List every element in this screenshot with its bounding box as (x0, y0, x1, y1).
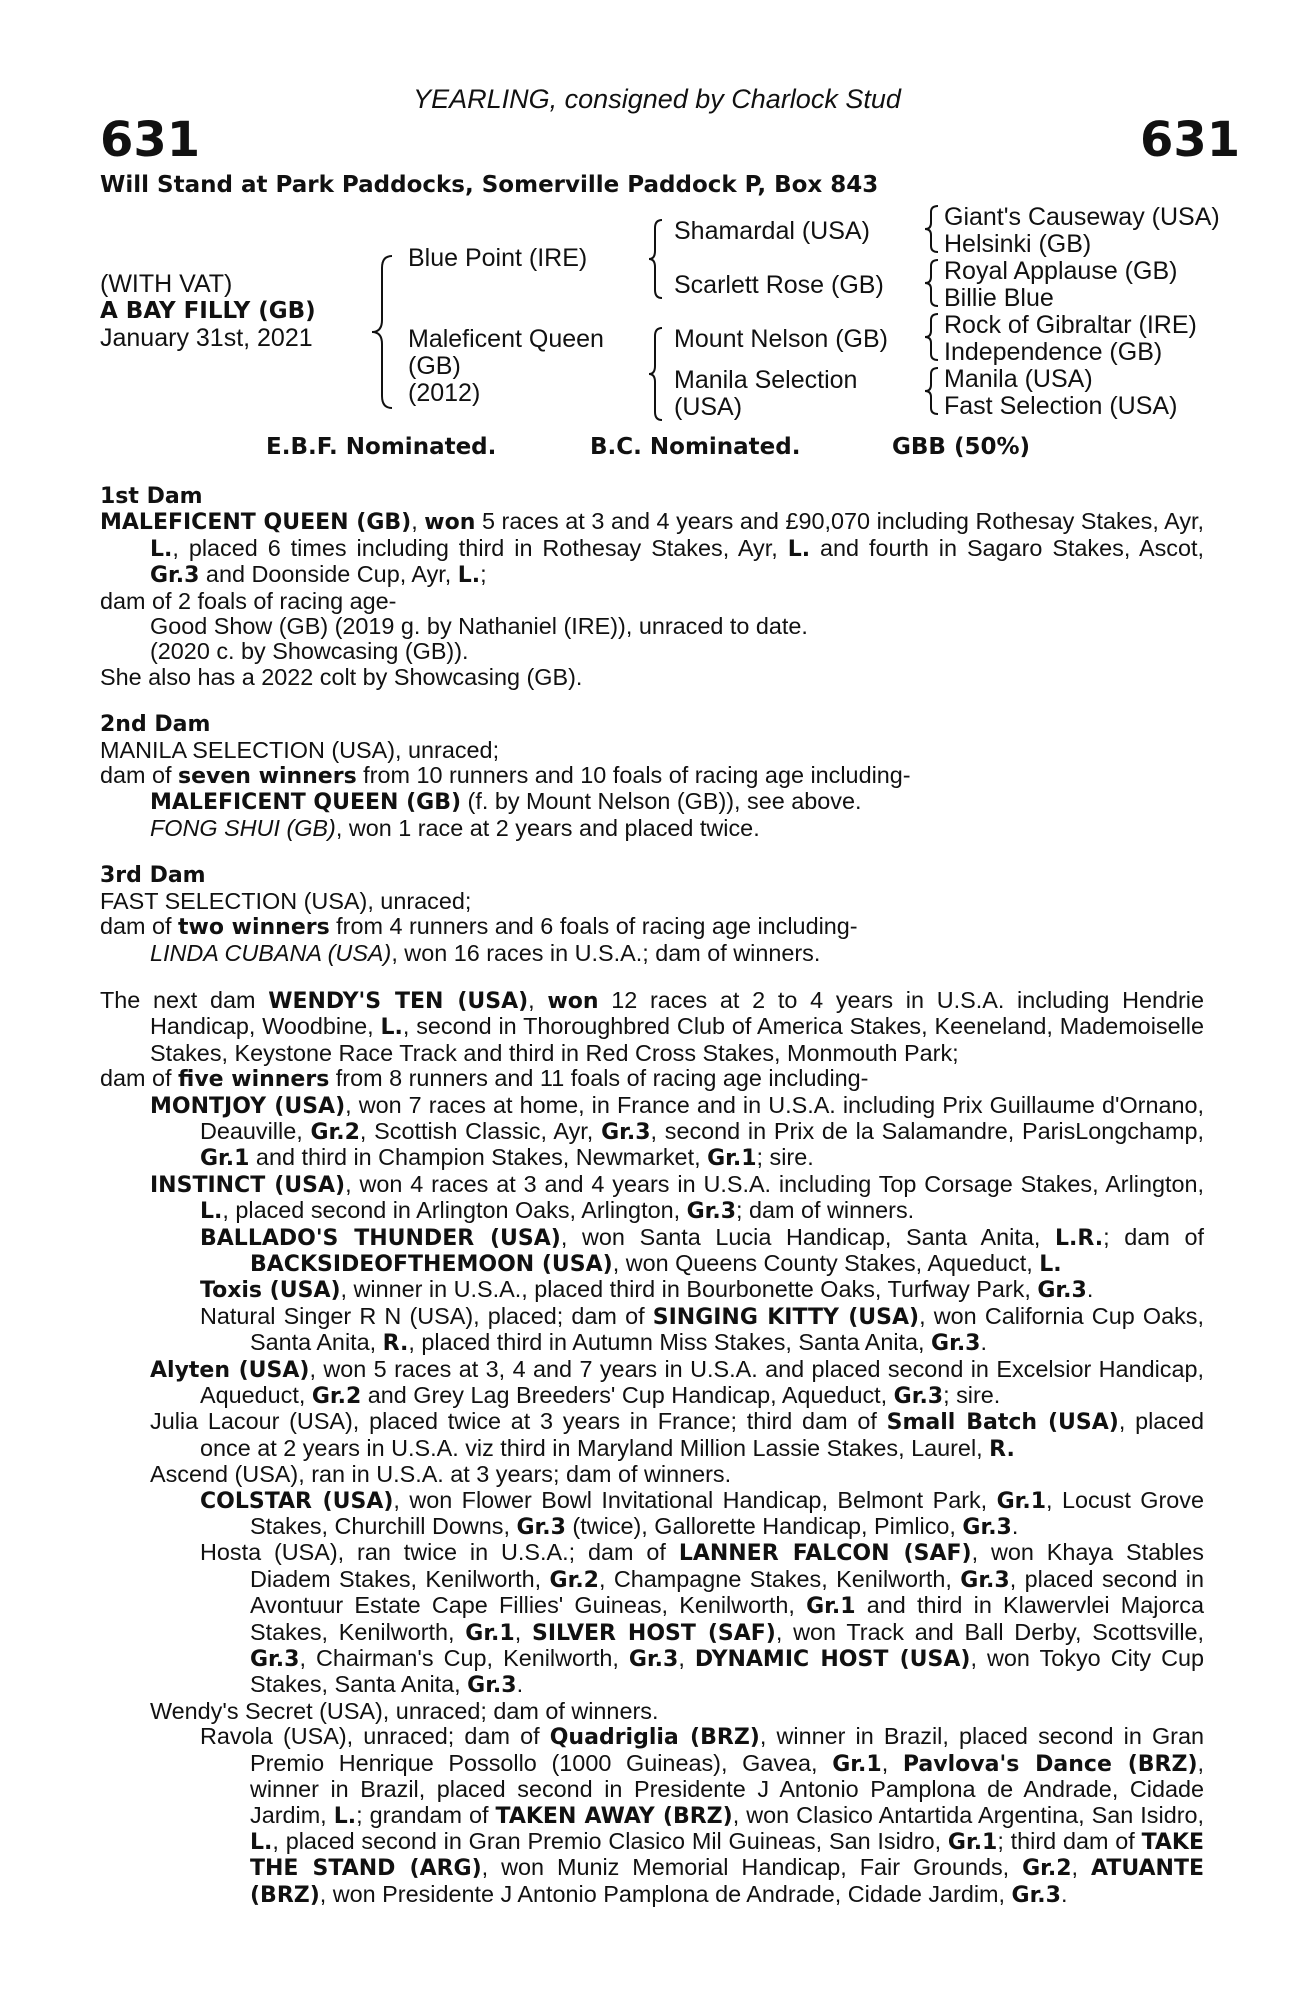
sire-dam-sire: Royal Applause (GB) (944, 257, 1178, 285)
next-dam-produce (100, 1066, 1204, 1092)
text: , second in Thoroughbred Club of America Stakes, Keeneland, Mademoiselle Stakes, Keystone Race Track and third in Red Cross Stakes, Monmouth Park; (150, 1013, 1204, 1066)
text: , Locust Grove Stakes, Churchill Downs, (250, 1486, 1204, 1540)
text: . (1011, 1513, 1019, 1540)
sire-dam: Scarlett Rose (GB) (674, 271, 884, 299)
sire-sire-dam: Helsinki (GB) (944, 230, 1092, 258)
horse-name: DYNAMIC HOST (USA) (694, 1647, 971, 1673)
dam-dam-dam: Fast Selection (USA) (944, 392, 1178, 420)
brace-dd (922, 366, 942, 416)
text: , second in Prix de la Salamandre, ParisLongchamp, (650, 1117, 1205, 1144)
restricted-mark: R. (382, 1331, 409, 1357)
group-mark: Gr.3 (893, 1384, 944, 1409)
listed-mark: L. (250, 1829, 273, 1855)
text: . (1060, 1880, 1068, 1907)
horse-name: Small Batch (USA) (886, 1410, 1119, 1436)
group-mark: Gr.3 (601, 1119, 651, 1145)
consignment-line: YEARLING, consigned by Charlock Stud (413, 84, 901, 114)
horse-name: INSTINCT (USA) (150, 1172, 346, 1198)
horse-name: Pavlova's Dance (BRZ) (902, 1751, 1198, 1777)
listed-mark: L. (787, 536, 811, 562)
horse-name: COLSTAR (USA) (200, 1488, 394, 1514)
text: ; sire. (943, 1382, 1001, 1408)
group-mark: Gr.1 (707, 1146, 757, 1172)
group-mark: Gr.3 (516, 1515, 566, 1541)
produce-entry (100, 789, 1204, 815)
text: ; third dam of (997, 1827, 1142, 1854)
foal-entry: Good Show (GB) (2019 g. by Nathaniel (IRE)), unraced to date. (150, 613, 808, 640)
lot-number-left: 631 (100, 112, 201, 168)
sire-sire: Shamardal (USA) (674, 217, 870, 245)
text: ; (480, 561, 487, 588)
text: , Champagne Stakes, Kenilworth, (598, 1565, 961, 1592)
text: , Chairman's Cup, Kenilworth, (299, 1645, 629, 1672)
horse-name: SILVER HOST (SAF) (531, 1620, 776, 1646)
horse-name: Alyten (USA) (150, 1357, 310, 1383)
text: , won 7 races at home, in France and in U.S.A. including Prix Guillaume d'Ornano, Deauville, (200, 1091, 1204, 1144)
winners-count: two winners (178, 915, 330, 941)
brace-dam (646, 326, 666, 422)
produce-entry (100, 1462, 1204, 1487)
won-label: won (424, 510, 476, 536)
group-mark: Gr.3 (467, 1673, 517, 1699)
horse-name: TAKE THE STAND (ARG) (250, 1829, 1204, 1882)
text: Hosta (USA), ran twice in U.S.A.; dam of (200, 1539, 679, 1566)
sire-dam-dam: Billie Blue (944, 284, 1054, 312)
text: 5 races at 3 and 4 years and £90,070 including Rothesay Stakes, Ayr, (475, 508, 1205, 535)
group-mark: Gr.1 (465, 1620, 515, 1646)
horse-name: SINGING KITTY (USA) (652, 1304, 920, 1330)
dam-sire-dam: Independence (GB) (944, 338, 1163, 366)
text: , won 5 races at 3, 4 and 7 years in U.S.A. and placed second in Excelsior Handicap, Aqueduct, (200, 1355, 1204, 1408)
group-mark: Gr.1 (806, 1594, 856, 1620)
horse-name: FONG SHUI (GB) (150, 814, 336, 841)
brace-ss (922, 204, 942, 254)
text: , won 4 races at 3 and 4 years in U.S.A. including Top Corsage Stakes, Arlington, (345, 1170, 1205, 1197)
text: , won 16 races in U.S.A.; dam of winners. (391, 939, 821, 966)
text: , won Clasico Antartida Argentina, San Isidro, (732, 1801, 1204, 1828)
group-mark: Gr.3 (960, 1567, 1010, 1593)
produce-entry (100, 1488, 1204, 1541)
foals-intro: dam of 2 foals of racing age- (100, 587, 397, 614)
produce-entry (100, 816, 1204, 841)
third-dam-heading: 3rd Dam (100, 863, 206, 889)
horse-name: MALEFICENT QUEEN (GB) (150, 790, 462, 816)
text: Ascend (USA), ran in U.S.A. at 3 years; dam of winners. (150, 1461, 732, 1488)
produce-entry (100, 1093, 1204, 1172)
produce-entry (100, 1225, 1204, 1278)
text: Julia Lacour (USA), placed twice at 3 years in France; third dam of (150, 1408, 887, 1435)
text: , won Queens County Stakes, Aqueduct, (612, 1249, 1040, 1276)
group-mark: Gr.1 (947, 1829, 998, 1855)
horse-name: LANNER FALCON (SAF) (678, 1541, 972, 1567)
text: (f. by Mount Nelson (GB)), see above. (461, 788, 862, 815)
text: ; sire. (756, 1144, 814, 1171)
horse-name: TAKEN AWAY (BRZ) (495, 1803, 733, 1829)
restricted-mark: R. (989, 1436, 1015, 1462)
text: , placed 6 times including third in Rothesay Stakes, Ayr, (172, 534, 788, 561)
text: , won Santa Lucia Handicap, Santa Anita, (560, 1223, 1056, 1250)
text: , winner in U.S.A., placed third in Bourbonette Oaks, Turfway Park, (340, 1276, 1038, 1303)
text: . (980, 1329, 987, 1356)
first-dam-name: MALEFICENT QUEEN (GB) (100, 510, 412, 536)
text: , (881, 1749, 903, 1776)
produce-entry (100, 1540, 1204, 1698)
group-mark: Gr.3 (1011, 1882, 1061, 1908)
group-mark: Gr.3 (150, 563, 200, 589)
horse-name: MONTJOY (USA) (150, 1093, 346, 1119)
text: Natural Singer R N (USA), placed; dam of (200, 1302, 653, 1329)
sire-name: Blue Point (IRE) (408, 244, 588, 272)
brace-sd (922, 258, 942, 308)
text: , won California Cup Oaks, Santa Anita, (250, 1302, 1204, 1356)
horse-name: BACKSIDEOFTHEMOON (USA) (250, 1251, 613, 1277)
text: from 8 runners and 11 foals of racing age including- (329, 1065, 869, 1092)
text: and third in Klawervlei Majorca Stakes, Kenilworth, (250, 1592, 1204, 1645)
group-mark: Gr.3 (250, 1647, 300, 1673)
text: , placed second in Gran Premio Clasico Mil Guineas, San Isidro, (272, 1827, 948, 1854)
horse-name: Quadriglia (BRZ) (549, 1725, 760, 1751)
horse-name: ATUANTE (BRZ) (250, 1856, 1204, 1908)
group-mark: Gr.2 (311, 1384, 362, 1409)
horse-name: Toxis (USA) (200, 1278, 341, 1304)
dam-dam-sire: Manila (USA) (944, 365, 1093, 393)
text: , won Muniz Memorial Handicap, Fair Grounds, (481, 1854, 1023, 1881)
next-dam-name: WENDY'S TEN (USA) (268, 988, 529, 1014)
horse-name: LINDA CUBANA (USA) (150, 939, 392, 966)
text: , won Tokyo City Cup Stakes, Santa Anita, (250, 1645, 1204, 1698)
group-mark: Gr.3 (931, 1331, 981, 1357)
text: , won 1 race at 2 years and placed twice. (335, 814, 760, 841)
second-dam-name: MANILA SELECTION (USA), unraced; (100, 736, 500, 763)
text: . (1086, 1276, 1094, 1303)
text: and Grey Lag Breeders' Cup Handicap, Aqueduct, (361, 1382, 894, 1408)
text: Ravola (USA), unraced; dam of (200, 1723, 550, 1750)
produce-entry (100, 1357, 1204, 1410)
produce-entry (100, 941, 1204, 966)
text: , (514, 1618, 532, 1645)
text: , (678, 1645, 695, 1672)
text: The next dam (100, 986, 269, 1013)
text: 12 races at 2 to 4 years in U.S.A. including Hendrie Handicap, Woodbine, (150, 986, 1205, 1040)
won-label: won (547, 988, 599, 1014)
horse-name: BALLADO'S THUNDER (USA) (200, 1225, 561, 1251)
produce-entry (100, 1699, 1204, 1724)
first-dam-record: MALEFICENT QUEEN (GB), won 5 races at 3 and 4 years and £90,070 including Rothesay Stakes, Ayr, L., placed 6 times including third in Rothesay Stakes, Ayr, L. and fourth in Sagaro Stakes, Ascot, Gr.3 and Doonside Cup, Ayr, L.; (100, 508, 1205, 589)
also-has-note: She also has a 2022 colt by Showcasing (GB). (100, 663, 583, 690)
foaling-date: January 31st, 2021 (100, 324, 313, 352)
catalogue-body (100, 484, 1204, 1908)
text: , placed second in Avontuur Estate Cape Fillies' Guineas, Kenilworth, (250, 1565, 1204, 1619)
text: , placed third in Autumn Miss Stakes, Santa Anita, (408, 1329, 932, 1356)
group-mark: Gr.3 (628, 1647, 679, 1673)
text: and fourth in Sagaro Stakes, Ascot, (810, 534, 1204, 561)
brace-sire (646, 218, 666, 300)
text: from 4 runners and 6 foals of racing age including- (329, 913, 858, 940)
produce-entry (100, 1277, 1204, 1303)
group-mark: Gr.3 (962, 1515, 1012, 1541)
dam-name-line3: (2012) (408, 379, 481, 407)
text: , winner in Brazil, placed second in Presidente J Antonio Pamplona de Andrade, Cidade Jardim, (250, 1749, 1204, 1828)
dam-sire: Mount Nelson (GB) (674, 325, 888, 353)
text: and Doonside Cup, Ayr, (199, 561, 458, 588)
produce-entry (100, 1304, 1204, 1357)
text: , placed second in Arlington Oaks, Arlington, (222, 1197, 687, 1224)
text: , (1071, 1854, 1091, 1881)
brace-ds (922, 312, 942, 362)
dam-name-line1: Maleficent Queen (408, 325, 604, 353)
dam-dam-line2: (USA) (674, 393, 743, 421)
subject-name: A BAY FILLY (GB) (100, 298, 316, 324)
text: ; grandam of (356, 1801, 496, 1828)
text: , Scottish Classic, Ayr, (359, 1117, 602, 1144)
ebf-nomination: E.B.F. Nominated. (266, 434, 497, 460)
listed-mark: L. (457, 563, 481, 589)
listed-mark: L. (150, 536, 173, 562)
text: , won Presidente J Antonio Pamplona de Andrade, Cidade Jardim, (319, 1880, 1012, 1907)
listed-mark: L.R. (1055, 1225, 1104, 1251)
gbb-rating: GBB (50%) (892, 434, 1031, 460)
text: , winner in Brazil, placed second in Gran Premio Henrique Possollo (1000 Guineas), Gavea, (250, 1723, 1204, 1776)
lot-number-right: 631 (1140, 112, 1241, 168)
text: , won Track and Ball Derby, Scottsville, (775, 1618, 1205, 1645)
text: . (516, 1671, 524, 1698)
winners-count: five winners (178, 1067, 330, 1093)
produce-entry (100, 1172, 1204, 1225)
listed-mark: L. (1039, 1251, 1062, 1277)
dam-name-line2: (GB) (408, 352, 461, 380)
sire-sire-sire: Giant's Causeway (USA) (944, 203, 1220, 231)
third-dam-produce (100, 914, 1204, 940)
text: (twice), Gallorette Handicap, Pimlico, (565, 1513, 963, 1540)
group-mark: Gr.2 (1022, 1856, 1072, 1882)
text: Wendy's Secret (USA), unraced; dam of winners. (150, 1697, 659, 1724)
foal-entry: (2020 c. by Showcasing (GB)). (150, 638, 469, 665)
text: ; dam of winners. (736, 1197, 915, 1224)
text: dam of (100, 762, 179, 789)
second-dam-heading: 2nd Dam (100, 712, 211, 738)
text: dam of (100, 1065, 179, 1092)
dam-sire-sire: Rock of Gibraltar (IRE) (944, 311, 1197, 339)
stand-location: Will Stand at Park Paddocks, Somerville Paddock P, Box 843 (100, 172, 879, 198)
group-mark: Gr.1 (832, 1751, 882, 1777)
winners-count: seven winners (178, 764, 357, 790)
dam-dam-line1: Manila Selection (674, 366, 858, 394)
group-mark: Gr.3 (1037, 1278, 1087, 1304)
text: ; dam of (1103, 1223, 1204, 1250)
text: and third in Champion Stakes, Newmarket, (249, 1144, 708, 1171)
first-dam-heading: 1st Dam (100, 484, 203, 509)
text: from 10 runners and 10 foals of racing age including- (356, 762, 911, 789)
listed-mark: L. (333, 1803, 357, 1829)
group-mark: Gr.2 (310, 1119, 360, 1145)
text: , won Flower Bowl Invitational Handicap, Belmont Park, (393, 1486, 997, 1513)
produce-entry (100, 1724, 1204, 1908)
text: , placed once at 2 years in U.S.A. viz third in Maryland Million Lassie Stakes, Laurel, (200, 1408, 1204, 1461)
group-mark: Gr.1 (996, 1488, 1047, 1514)
second-dam-produce (100, 763, 1204, 789)
produce-entry (100, 1409, 1204, 1462)
third-dam-name: FAST SELECTION (USA), unraced; (100, 887, 472, 914)
listed-mark: L. (200, 1199, 223, 1225)
vat-note: (WITH VAT) (100, 270, 233, 298)
text: dam of (100, 913, 179, 940)
group-mark: Gr.3 (686, 1199, 737, 1225)
bc-nomination: B.C. Nominated. (590, 434, 801, 460)
text: , won Khaya Stables Diadem Stakes, Kenilworth, (250, 1539, 1204, 1592)
group-mark: Gr.2 (549, 1567, 599, 1593)
brace-subject (368, 254, 396, 410)
next-dam-record: The next dam WENDY'S TEN (USA), won 12 races at 2 to 4 years in U.S.A. including Hendrie Handicap, Woodbine, L., second in Thoroughbred Club of America Stakes, Keeneland, Mademoiselle Stakes, Keystone Race Track and third in Red Cross Stakes, Monmouth Park; (100, 986, 1205, 1066)
group-mark: Gr.1 (200, 1146, 250, 1172)
listed-mark: L. (380, 1015, 403, 1041)
